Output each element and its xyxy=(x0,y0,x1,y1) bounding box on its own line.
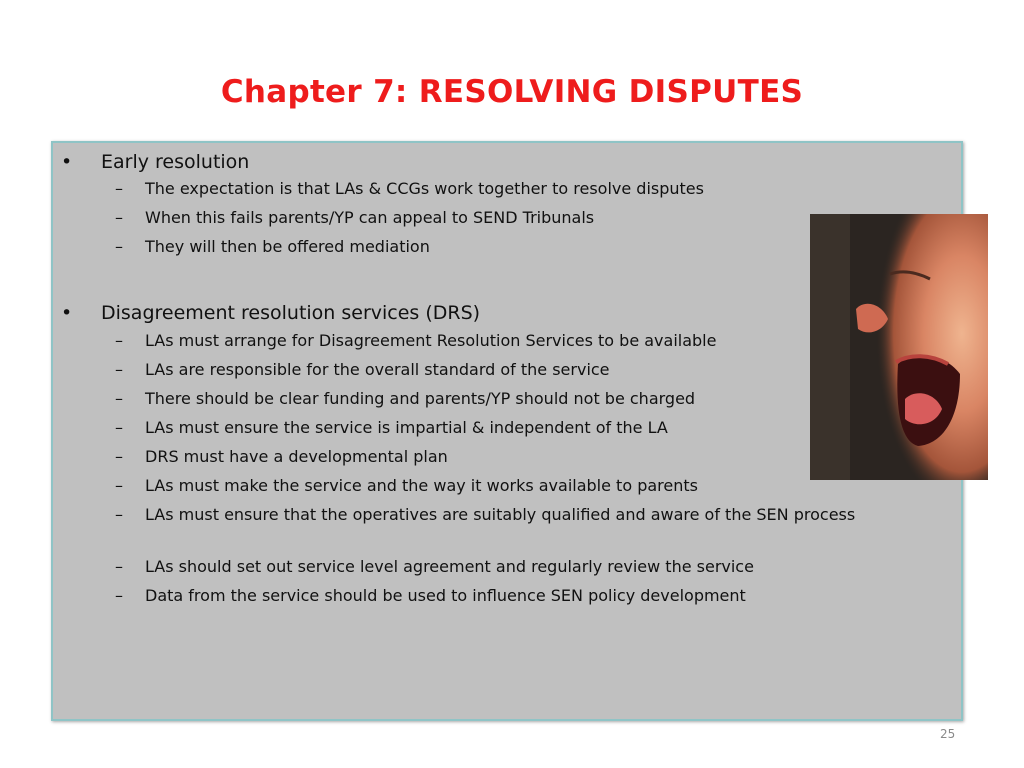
list-item xyxy=(53,585,961,614)
list-item-text: When this fails parents/YP can appeal to SEND Tribunals xyxy=(145,208,595,227)
crying-child-image xyxy=(810,214,988,480)
bullet-icon: • xyxy=(61,302,73,324)
dash-icon: – xyxy=(115,237,123,256)
list-item-text: LAs should set out service level agreement and regularly review the service xyxy=(145,557,754,576)
dash-icon: – xyxy=(115,360,123,379)
list-item-text: LAs are responsible for the overall standard of the service xyxy=(145,360,610,379)
dash-icon: – xyxy=(115,389,123,408)
list-item-text: DRS must have a developmental plan xyxy=(145,447,448,466)
bullet-icon: • xyxy=(61,151,73,173)
slide-title: Chapter 7: RESOLVING DISPUTES xyxy=(220,74,804,110)
dash-icon: – xyxy=(115,505,123,524)
dash-icon: – xyxy=(115,476,123,495)
list-item-text: The expectation is that LAs & CCGs work together to resolve disputes xyxy=(145,179,704,198)
list-item xyxy=(53,556,961,585)
dash-icon: – xyxy=(115,586,123,605)
crying-child-photo xyxy=(810,214,988,480)
list-item xyxy=(53,178,961,207)
dash-icon: – xyxy=(115,418,123,437)
list-item-text: LAs must arrange for Disagreement Resolution Services to be available xyxy=(145,331,717,350)
list-item-text: LAs must ensure the service is impartial & independent of the LA xyxy=(145,418,668,437)
dash-icon: – xyxy=(115,557,123,576)
section-heading-row xyxy=(53,149,961,175)
page-number: 25 xyxy=(940,727,956,741)
list-item-text: Data from the service should be used to influence SEN policy development xyxy=(145,586,746,605)
list-item xyxy=(53,504,961,556)
list-item-text: LAs must ensure that the operatives are suitably qualified and aware of the SEN process xyxy=(145,505,856,524)
list-item-text: LAs must make the service and the way it works available to parents xyxy=(145,476,698,495)
list-item-text: There should be clear funding and parents/YP should not be charged xyxy=(145,389,696,408)
list-item-text: They will then be offered mediation xyxy=(145,237,430,256)
dash-icon: – xyxy=(115,179,123,198)
dash-icon: – xyxy=(115,331,123,350)
dash-icon: – xyxy=(115,208,123,227)
section-heading: Early resolution xyxy=(101,151,250,173)
section-heading: Disagreement resolution services (DRS) xyxy=(101,302,481,324)
dash-icon: – xyxy=(115,447,123,466)
